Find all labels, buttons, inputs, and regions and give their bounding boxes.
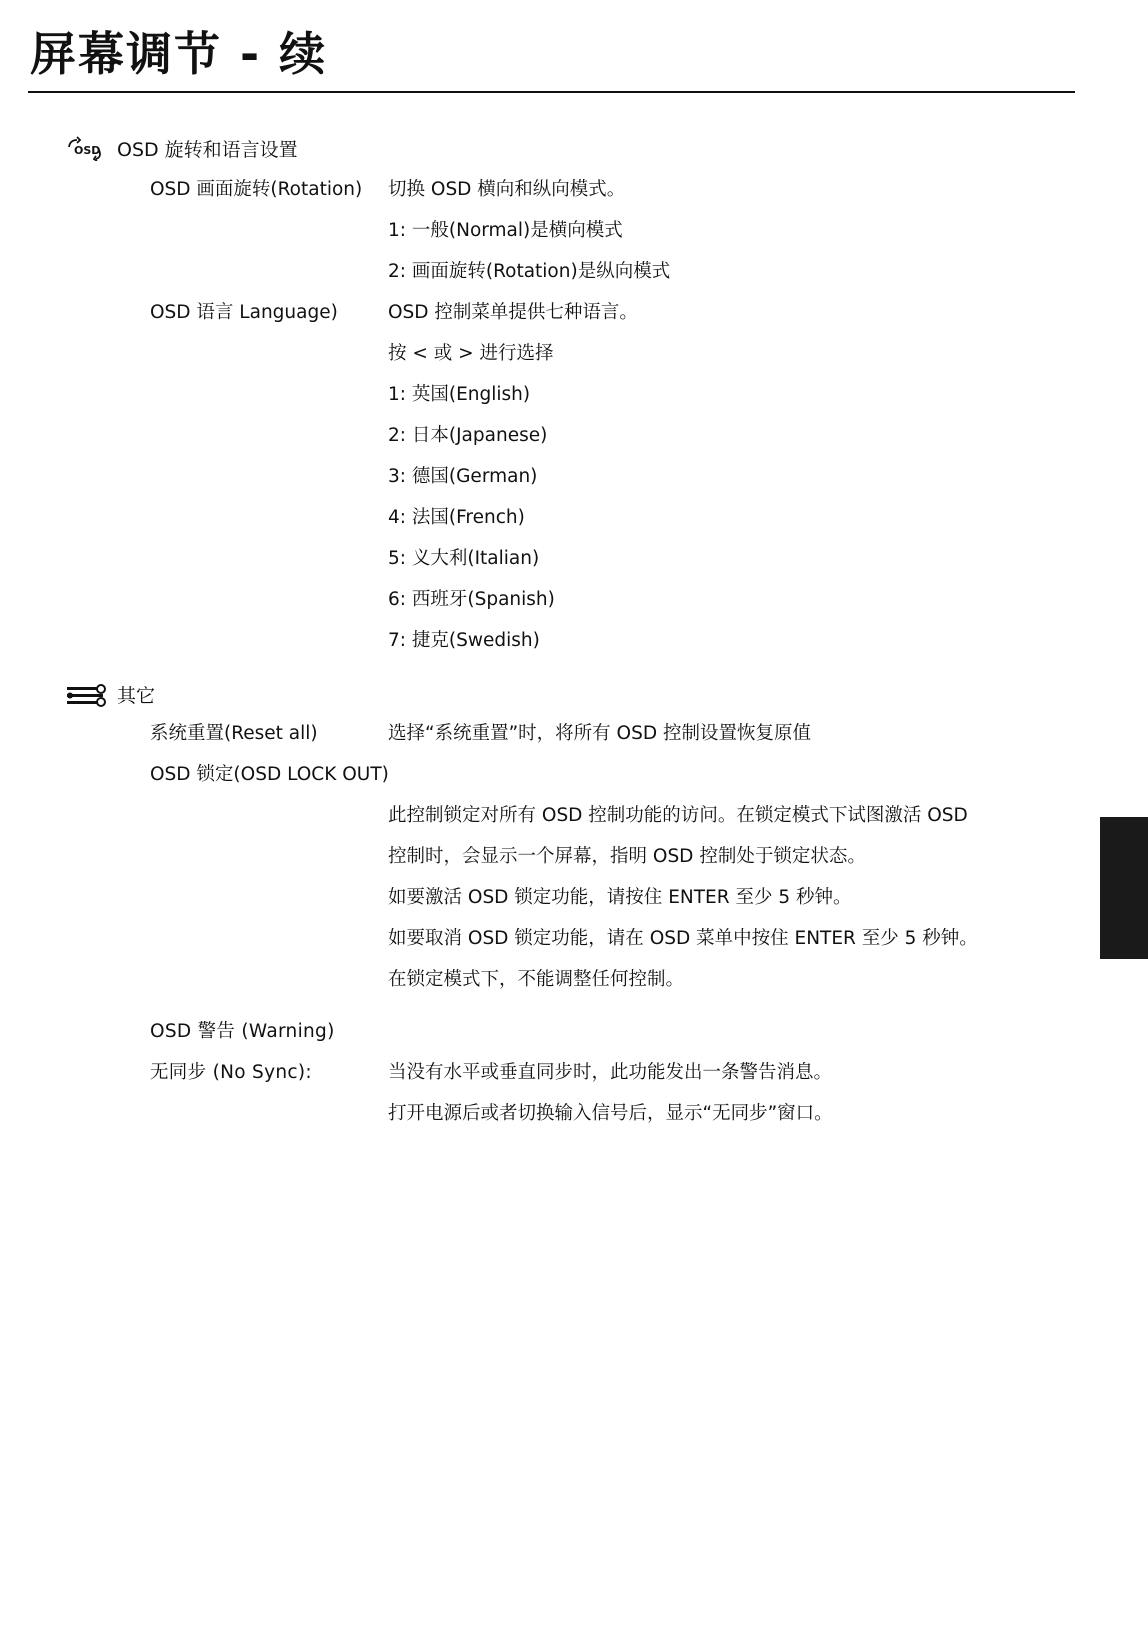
lock-line: 如要取消 OSD 锁定功能，请在 OSD 菜单中按住 ENTER 至少 5 秒钟。 — [388, 928, 978, 949]
language-option: 5: 义大利(Italian) — [388, 548, 540, 569]
section-other-title: 其它 — [117, 684, 156, 707]
language-line: OSD 控制菜单提供七种语言。 — [388, 302, 638, 323]
section-other-heading — [65, 679, 155, 709]
language-option: 1: 英国(English) — [388, 384, 531, 405]
rotation-label: OSD 画面旋转(Rotation) — [150, 179, 363, 200]
chapter-side-tab — [1100, 817, 1148, 959]
nosync-label: 无同步 (No Sync): — [150, 1062, 312, 1083]
lock-line: 如要激活 OSD 锁定功能，请按住 ENTER 至少 5 秒钟。 — [388, 887, 852, 908]
wrench-icon — [65, 681, 109, 707]
osd-rotate-icon — [65, 135, 109, 161]
reset-line: 选择“系统重置”时，将所有 OSD 控制设置恢复原值 — [388, 723, 811, 744]
lock-line: 此控制锁定对所有 OSD 控制功能的访问。在锁定模式下试图激活 OSD — [388, 805, 968, 826]
rotation-line: 2: 画面旋转(Rotation)是纵向模式 — [388, 261, 671, 282]
page-title: 屏幕调节 - 续 — [30, 27, 328, 81]
lock-line: 在锁定模式下，不能调整任何控制。 — [388, 969, 685, 990]
title-divider — [28, 91, 1075, 93]
language-option: 3: 德国(German) — [388, 466, 538, 487]
language-option: 6: 西班牙(Spanish) — [388, 589, 555, 610]
rotation-line: 1: 一般(Normal)是横向模式 — [388, 220, 623, 241]
nosync-line: 当没有水平或垂直同步时，此功能发出一条警告消息。 — [388, 1062, 833, 1083]
lock-line: 控制时，会显示一个屏幕，指明 OSD 控制处于锁定状态。 — [388, 846, 866, 867]
language-option: 7: 捷克(Swedish) — [388, 630, 540, 651]
language-option: 4: 法国(French) — [388, 507, 525, 528]
svg-text:OSD: OSD — [74, 144, 101, 157]
rotation-line: 切换 OSD 横向和纵向模式。 — [388, 179, 626, 200]
section-osd-title: OSD 旋转和语言设置 — [117, 138, 298, 161]
language-label: OSD 语言 Language) — [150, 302, 338, 323]
warning-label: OSD 警告 (Warning) — [150, 1021, 335, 1042]
language-option: 2: 日本(Japanese) — [388, 425, 548, 446]
reset-label: 系统重置(Reset all) — [150, 723, 318, 744]
section-osd-heading — [65, 133, 298, 163]
lock-label: OSD 锁定(OSD LOCK OUT) — [150, 764, 389, 785]
nosync-line: 打开电源后或者切换输入信号后，显示“无同步”窗口。 — [388, 1103, 833, 1124]
language-line: 按 < 或 > 进行选择 — [388, 343, 554, 364]
